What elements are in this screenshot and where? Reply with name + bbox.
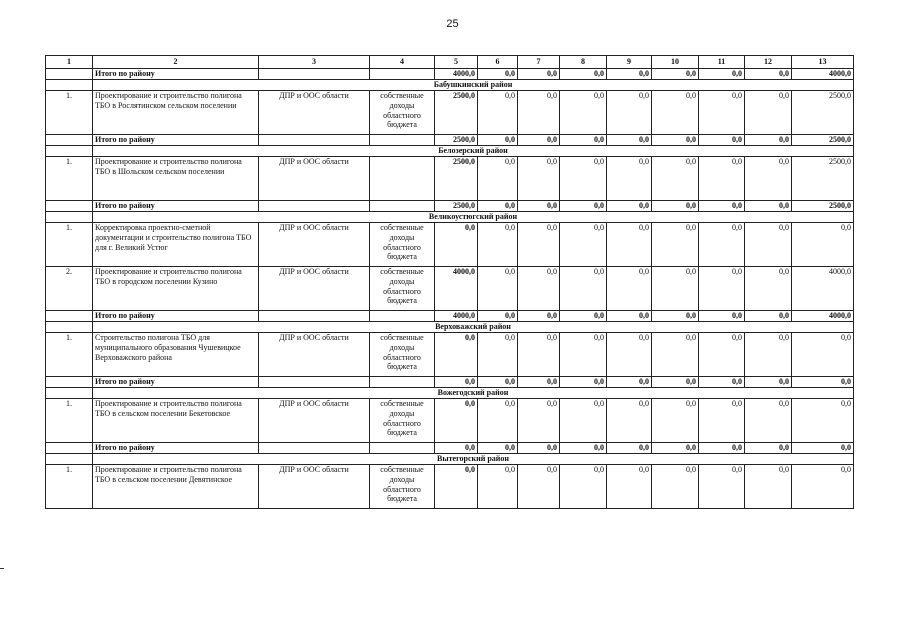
amount-cell: 4000,0 (435, 69, 478, 80)
total-label: Итого по району (93, 377, 259, 388)
amount-cell: 4000,0 (792, 311, 854, 322)
empty-cell (46, 388, 93, 399)
empty-cell (46, 454, 93, 465)
column-header: 3 (259, 56, 370, 69)
amount-cell: 0,0 (792, 377, 854, 388)
empty-cell (259, 135, 370, 146)
amount-cell: 0,0 (478, 69, 518, 80)
item-description: Корректировка проектно-сметной документации и строительство полигона ТБО для г. Великий Устюг (93, 223, 259, 267)
amount-cell: 0,0 (699, 377, 745, 388)
amount-cell: 4000,0 (792, 69, 854, 80)
amount-cell: 0,0 (745, 69, 792, 80)
amount-cell: 0,0 (560, 465, 607, 509)
empty-cell (46, 377, 93, 388)
column-header: 4 (370, 56, 435, 69)
amount-cell: 0,0 (652, 267, 699, 311)
amount-cell: 0,0 (745, 311, 792, 322)
amount-cell: 0,0 (699, 465, 745, 509)
column-header: 11 (699, 56, 745, 69)
amount-cell: 0,0 (607, 377, 652, 388)
item-executor: ДПР и ООС области (259, 465, 370, 509)
amount-cell: 0,0 (745, 377, 792, 388)
empty-cell (46, 443, 93, 454)
amount-cell: 0,0 (518, 311, 560, 322)
amount-cell: 0,0 (745, 201, 792, 212)
empty-cell (46, 69, 93, 80)
item-number: 2. (46, 267, 93, 311)
amount-cell: 0,0 (745, 223, 792, 267)
column-number-header-row (46, 56, 854, 69)
item-number: 1. (46, 465, 93, 509)
table-row (46, 465, 854, 509)
amount-cell: 0,0 (435, 333, 478, 377)
amount-cell: 0,0 (607, 135, 652, 146)
amount-cell: 0,0 (560, 333, 607, 377)
amount-cell: 0,0 (652, 135, 699, 146)
amount-cell: 0,0 (792, 399, 854, 443)
table-body (46, 56, 854, 509)
amount-cell: 0,0 (607, 201, 652, 212)
district-header-row (46, 454, 854, 465)
column-header: 2 (93, 56, 259, 69)
empty-cell (259, 377, 370, 388)
amount-cell: 0,0 (745, 443, 792, 454)
empty-cell (370, 135, 435, 146)
amount-cell: 0,0 (745, 135, 792, 146)
amount-cell: 0,0 (560, 399, 607, 443)
page-number: 25 (446, 18, 459, 30)
column-header: 12 (745, 56, 792, 69)
amount-cell: 4000,0 (435, 267, 478, 311)
amount-cell: 0,0 (607, 223, 652, 267)
empty-cell (46, 135, 93, 146)
amount-cell: 0,0 (518, 201, 560, 212)
amount-cell: 0,0 (478, 157, 518, 201)
amount-cell: 0,0 (745, 267, 792, 311)
empty-cell (370, 443, 435, 454)
district-header-row (46, 212, 854, 223)
empty-cell (46, 146, 93, 157)
amount-cell: 0,0 (792, 465, 854, 509)
district-name: Верховажский район (93, 322, 854, 333)
empty-cell (259, 201, 370, 212)
amount-cell: 0,0 (652, 201, 699, 212)
item-description: Проектирование и строительство полигона ТБО в городском поселении Кузино (93, 267, 259, 311)
empty-cell (370, 201, 435, 212)
amount-cell: 0,0 (435, 465, 478, 509)
amount-cell: 0,0 (478, 267, 518, 311)
table-row (46, 157, 854, 201)
district-header-row (46, 80, 854, 91)
table-row (46, 267, 854, 311)
amount-cell: 0,0 (652, 311, 699, 322)
item-executor: ДПР и ООС области (259, 399, 370, 443)
item-description: Строительство полигона ТБО для муниципального образования Чушевицкое Верховажского района (93, 333, 259, 377)
amount-cell: 0,0 (435, 377, 478, 388)
amount-cell: 0,0 (652, 399, 699, 443)
empty-cell (46, 80, 93, 91)
item-description: Проектирование и строительство полигона ТБО в Рослятинском сельском поселении (93, 91, 259, 135)
program-table (45, 55, 854, 509)
total-label: Итого по району (93, 443, 259, 454)
amount-cell: 0,0 (652, 91, 699, 135)
amount-cell: 2500,0 (792, 201, 854, 212)
amount-cell: 0,0 (699, 333, 745, 377)
amount-cell: 0,0 (652, 377, 699, 388)
margin-mark (0, 568, 4, 569)
item-number: 1. (46, 91, 93, 135)
amount-cell: 0,0 (478, 135, 518, 146)
amount-cell: 2500,0 (792, 157, 854, 201)
district-header-row (46, 322, 854, 333)
funding-source: собственные доходы областного бюджета (370, 399, 435, 443)
empty-cell (259, 311, 370, 322)
amount-cell: 0,0 (745, 333, 792, 377)
table-row (46, 223, 854, 267)
district-header-row (46, 146, 854, 157)
amount-cell: 0,0 (478, 201, 518, 212)
amount-cell: 0,0 (699, 135, 745, 146)
district-total-row (46, 377, 854, 388)
amount-cell: 0,0 (518, 69, 560, 80)
amount-cell: 0,0 (699, 399, 745, 443)
amount-cell: 0,0 (607, 69, 652, 80)
amount-cell: 0,0 (560, 311, 607, 322)
empty-cell (46, 201, 93, 212)
empty-cell (370, 69, 435, 80)
district-total-row (46, 201, 854, 212)
empty-cell (46, 212, 93, 223)
district-name: Вожегодский район (93, 388, 854, 399)
empty-cell (370, 311, 435, 322)
total-label: Итого по району (93, 69, 259, 80)
amount-cell: 0,0 (518, 377, 560, 388)
funding-source: собственные доходы областного бюджета (370, 91, 435, 135)
district-total-row (46, 311, 854, 322)
amount-cell: 0,0 (560, 69, 607, 80)
column-header: 8 (560, 56, 607, 69)
amount-cell: 0,0 (607, 333, 652, 377)
amount-cell: 0,0 (435, 399, 478, 443)
amount-cell: 0,0 (652, 333, 699, 377)
amount-cell: 0,0 (435, 443, 478, 454)
amount-cell: 0,0 (652, 157, 699, 201)
empty-cell (259, 69, 370, 80)
amount-cell: 2500,0 (435, 135, 478, 146)
item-number: 1. (46, 333, 93, 377)
empty-cell (46, 322, 93, 333)
amount-cell: 0,0 (607, 311, 652, 322)
amount-cell: 4000,0 (435, 311, 478, 322)
item-executor: ДПР и ООС области (259, 267, 370, 311)
amount-cell: 4000,0 (792, 267, 854, 311)
amount-cell: 0,0 (560, 157, 607, 201)
column-header: 9 (607, 56, 652, 69)
amount-cell: 2500,0 (435, 157, 478, 201)
amount-cell: 0,0 (478, 465, 518, 509)
district-name: Вытегорский район (93, 454, 854, 465)
table-row (46, 333, 854, 377)
amount-cell: 0,0 (652, 443, 699, 454)
amount-cell: 0,0 (699, 69, 745, 80)
district-total-row (46, 135, 854, 146)
funding-source (370, 157, 435, 201)
table-row (46, 91, 854, 135)
amount-cell: 0,0 (478, 91, 518, 135)
amount-cell: 2500,0 (435, 201, 478, 212)
amount-cell: 0,0 (560, 223, 607, 267)
amount-cell: 0,0 (478, 399, 518, 443)
amount-cell: 2500,0 (792, 135, 854, 146)
amount-cell: 0,0 (699, 91, 745, 135)
amount-cell: 0,0 (478, 333, 518, 377)
district-header-row (46, 388, 854, 399)
district-name: Бабушкинский район (93, 80, 854, 91)
amount-cell: 0,0 (745, 399, 792, 443)
amount-cell: 0,0 (518, 267, 560, 311)
amount-cell: 0,0 (745, 91, 792, 135)
amount-cell: 0,0 (560, 267, 607, 311)
table-row (46, 399, 854, 443)
amount-cell: 0,0 (560, 135, 607, 146)
total-label: Итого по району (93, 201, 259, 212)
amount-cell: 0,0 (560, 377, 607, 388)
item-executor: ДПР и ООС области (259, 223, 370, 267)
amount-cell: 0,0 (699, 443, 745, 454)
item-description: Проектирование и строительство полигона ТБО в Шольском сельском поселении (93, 157, 259, 201)
empty-cell (370, 377, 435, 388)
amount-cell: 0,0 (652, 465, 699, 509)
amount-cell: 0,0 (478, 311, 518, 322)
amount-cell: 0,0 (478, 223, 518, 267)
amount-cell: 0,0 (518, 157, 560, 201)
amount-cell: 0,0 (560, 91, 607, 135)
column-header: 6 (478, 56, 518, 69)
empty-cell (46, 311, 93, 322)
total-label: Итого по району (93, 135, 259, 146)
district-total-row (46, 69, 854, 80)
amount-cell: 0,0 (607, 91, 652, 135)
amount-cell: 0,0 (699, 201, 745, 212)
amount-cell: 0,0 (607, 267, 652, 311)
item-number: 1. (46, 223, 93, 267)
district-name: Великоустюгский район (93, 212, 854, 223)
amount-cell: 0,0 (699, 223, 745, 267)
amount-cell: 0,0 (518, 135, 560, 146)
funding-source: собственные доходы областного бюджета (370, 333, 435, 377)
funding-source: собственные доходы областного бюджета (370, 267, 435, 311)
amount-cell: 0,0 (435, 223, 478, 267)
amount-cell: 0,0 (607, 399, 652, 443)
amount-cell: 0,0 (745, 465, 792, 509)
amount-cell: 2500,0 (435, 91, 478, 135)
column-header: 10 (652, 56, 699, 69)
item-executor: ДПР и ООС области (259, 91, 370, 135)
amount-cell: 0,0 (518, 333, 560, 377)
amount-cell: 0,0 (699, 267, 745, 311)
amount-cell: 0,0 (745, 157, 792, 201)
item-number: 1. (46, 157, 93, 201)
district-total-row (46, 443, 854, 454)
amount-cell: 0,0 (560, 201, 607, 212)
amount-cell: 0,0 (518, 465, 560, 509)
amount-cell: 0,0 (699, 311, 745, 322)
column-header: 5 (435, 56, 478, 69)
column-header: 13 (792, 56, 854, 69)
amount-cell: 0,0 (560, 443, 607, 454)
amount-cell: 0,0 (607, 465, 652, 509)
column-header: 1 (46, 56, 93, 69)
empty-cell (259, 443, 370, 454)
amount-cell: 0,0 (478, 377, 518, 388)
item-number: 1. (46, 399, 93, 443)
amount-cell: 0,0 (518, 399, 560, 443)
amount-cell: 0,0 (792, 333, 854, 377)
district-name: Белозерский район (93, 146, 854, 157)
item-executor: ДПР и ООС области (259, 157, 370, 201)
amount-cell: 0,0 (699, 157, 745, 201)
item-executor: ДПР и ООС области (259, 333, 370, 377)
amount-cell: 0,0 (478, 443, 518, 454)
amount-cell: 0,0 (518, 91, 560, 135)
amount-cell: 0,0 (652, 69, 699, 80)
total-label: Итого по району (93, 311, 259, 322)
amount-cell: 0,0 (607, 443, 652, 454)
amount-cell: 0,0 (607, 157, 652, 201)
amount-cell: 2500,0 (792, 91, 854, 135)
item-description: Проектирование и строительство полигона ТБО в сельском поселении Бекетовское (93, 399, 259, 443)
amount-cell: 0,0 (652, 223, 699, 267)
amount-cell: 0,0 (518, 443, 560, 454)
amount-cell: 0,0 (518, 223, 560, 267)
column-header: 7 (518, 56, 560, 69)
funding-source: собственные доходы областного бюджета (370, 465, 435, 509)
funding-source: собственные доходы областного бюджета (370, 223, 435, 267)
item-description: Проектирование и строительство полигона ТБО в сельском поселении Девятинское (93, 465, 259, 509)
amount-cell: 0,0 (792, 443, 854, 454)
amount-cell: 0,0 (792, 223, 854, 267)
